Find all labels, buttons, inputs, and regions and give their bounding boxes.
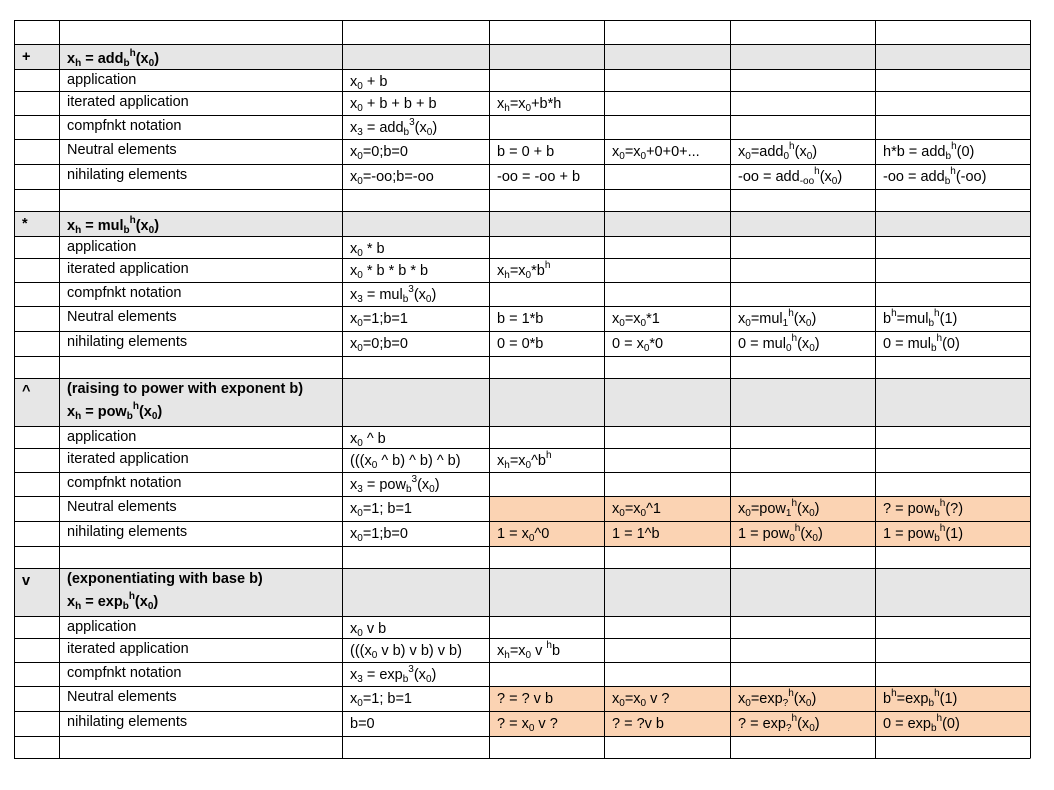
row-label-text: Neutral elements: [67, 689, 177, 705]
cell-value: $x_0=1;b=0$: [350, 526, 408, 544]
row-label-text: Neutral elements: [67, 499, 177, 515]
cell-value: $x_0=x_0+0+0+$...: [612, 144, 700, 162]
row-label-text: nihilating elements: [67, 524, 188, 540]
row-label-text: iterated application: [67, 94, 189, 110]
row-label-text: iterated application: [67, 261, 189, 277]
cell-value: $x_3 = \exp_b^3(x_0)$: [350, 664, 437, 685]
cell-value: b = 1*b: [497, 311, 544, 327]
cell-value: $x_0 + b$: [350, 74, 388, 92]
cell-value: $x_0=mul_1^h(x_0)$: [738, 308, 817, 329]
cell-value: ? = ? v b: [497, 691, 554, 707]
cell-value: $x_0=x_0*1$: [612, 311, 660, 329]
cell-value: -oo = -oo + b: [497, 169, 581, 185]
cell-value: $x_0$ ^ b: [350, 431, 386, 449]
cell-value: $-oo = add_{-oo}^h(x_0)$: [738, 166, 843, 187]
cell-value: -oo = add$_b^h$(-oo): [883, 166, 987, 187]
section-formula: $x_h = \exp_b^h(x_0)$: [67, 591, 159, 613]
operator-label: ^: [22, 383, 31, 399]
cell-value: $x_0=1;b=1$: [350, 311, 408, 329]
cell-value: $0 = x_0*0$: [612, 336, 664, 354]
cell-value: ? = $x_0$ v ?: [497, 716, 558, 734]
cell-value: $x_3 = mul_b^3(x_0)$: [350, 284, 437, 305]
cell-value: 0 = mul$_b^h$(0): [883, 333, 960, 354]
cell-value: $1 = pow_0^h(x_0)$: [738, 523, 823, 544]
row-label-text: nihilating elements: [67, 334, 188, 350]
cell-value: h*b = add$_b^h$(0): [883, 141, 975, 162]
cell-value: $1 = x_0\^{}0$: [497, 526, 550, 544]
section-subtitle: (exponentiating with base b): [67, 571, 263, 587]
cell-value: $0 = mul_0^h(x_0)$: [738, 333, 820, 354]
row-label-text: compfnkt notation: [67, 665, 182, 681]
cell-value: ((($x_0$ v b) v b) v b): [350, 643, 462, 661]
cell-value: $x_h=x_0+b*h$: [497, 96, 562, 114]
cell-value: $x_0 + b + b + b$: [350, 96, 437, 114]
row-label-text: Neutral elements: [67, 309, 177, 325]
cell-value: ? = $\exp_?^h(x_0)$: [738, 713, 820, 734]
cell-value: $x_h=x_0$ v $^h$b: [497, 640, 561, 661]
row-label-text: nihilating elements: [67, 167, 188, 183]
row-label-text: application: [67, 619, 137, 635]
cell-value: 1 = 1^b: [612, 526, 660, 542]
operator-label: *: [22, 216, 28, 232]
row-label-text: nihilating elements: [67, 714, 188, 730]
cell-value: $x_0=-oo;b=-oo$: [350, 169, 434, 187]
cell-value: $0 = \exp_b^h(0)$: [883, 713, 960, 734]
cell-value: ((($x_0$ ^ b) ^ b) ^ b): [350, 453, 461, 471]
operator-label: v: [22, 573, 31, 589]
operator-label: +: [22, 49, 31, 65]
cell-value: 1 = pow$_b^h$(1): [883, 523, 964, 544]
cell-value: 0 = 0*b: [497, 336, 544, 352]
row-label-text: Neutral elements: [67, 142, 177, 158]
cell-value: $x_3 = pow_b^3(x_0)$: [350, 474, 440, 495]
row-label-text: iterated application: [67, 641, 189, 657]
cell-value: $x_0=pow_1^h(x_0)$: [738, 498, 820, 519]
cell-value: $x_0=1$; b=1: [350, 501, 412, 519]
cell-value: b = 0 + b: [497, 144, 555, 160]
cell-value: $x_0=0;b=0$: [350, 336, 408, 354]
row-label-text: compfnkt notation: [67, 285, 182, 301]
cell-value: $x_0$ * b: [350, 241, 385, 259]
row-label-text: application: [67, 239, 137, 255]
cell-value: ? = pow$_b^h$(?): [883, 498, 964, 519]
cell-value: $x_0=x_0$ v ?: [612, 691, 670, 709]
cell-value: b=0: [350, 716, 375, 732]
cell-value: $x_3 = add_b^3(x_0)$: [350, 117, 438, 138]
row-label-text: compfnkt notation: [67, 475, 182, 491]
cell-value: $b^h=\exp_b^h(1)$: [883, 688, 958, 709]
cell-value: $x_0=0;b=0$: [350, 144, 408, 162]
section-subtitle: (raising to power with exponent b): [67, 381, 304, 397]
cell-value: $x_0=1$; b=1: [350, 691, 412, 709]
row-label-text: application: [67, 72, 137, 88]
cell-value: $x_0$ * b * b * b: [350, 263, 429, 281]
cell-value: $x_h=x_0\^{}b^h$: [497, 450, 552, 471]
row-label-text: application: [67, 429, 137, 445]
cell-value: $x_0=\exp_?^h(x_0)$: [738, 688, 817, 709]
section-formula: $x_h = mul_b^h(x_0)$: [67, 215, 160, 236]
section-formula: $x_h = add_b^h(x_0)$: [67, 48, 160, 69]
section-formula: $x_h = pow_b^h(x_0)$: [67, 401, 163, 423]
cell-value: ? = ?v b: [612, 716, 664, 732]
cell-value: $x_0$ v b: [350, 621, 387, 639]
cell-value: $x_0=add_0^h(x_0)$: [738, 141, 818, 162]
row-label-text: compfnkt notation: [67, 118, 182, 134]
row-label-text: iterated application: [67, 451, 189, 467]
cell-value: $x_h=x_0*b^h$: [497, 260, 551, 281]
cell-value: $b^h=mul_b^h(1)$: [883, 308, 958, 329]
cell-value: $x_0=x_0\^{}1$: [612, 501, 661, 519]
